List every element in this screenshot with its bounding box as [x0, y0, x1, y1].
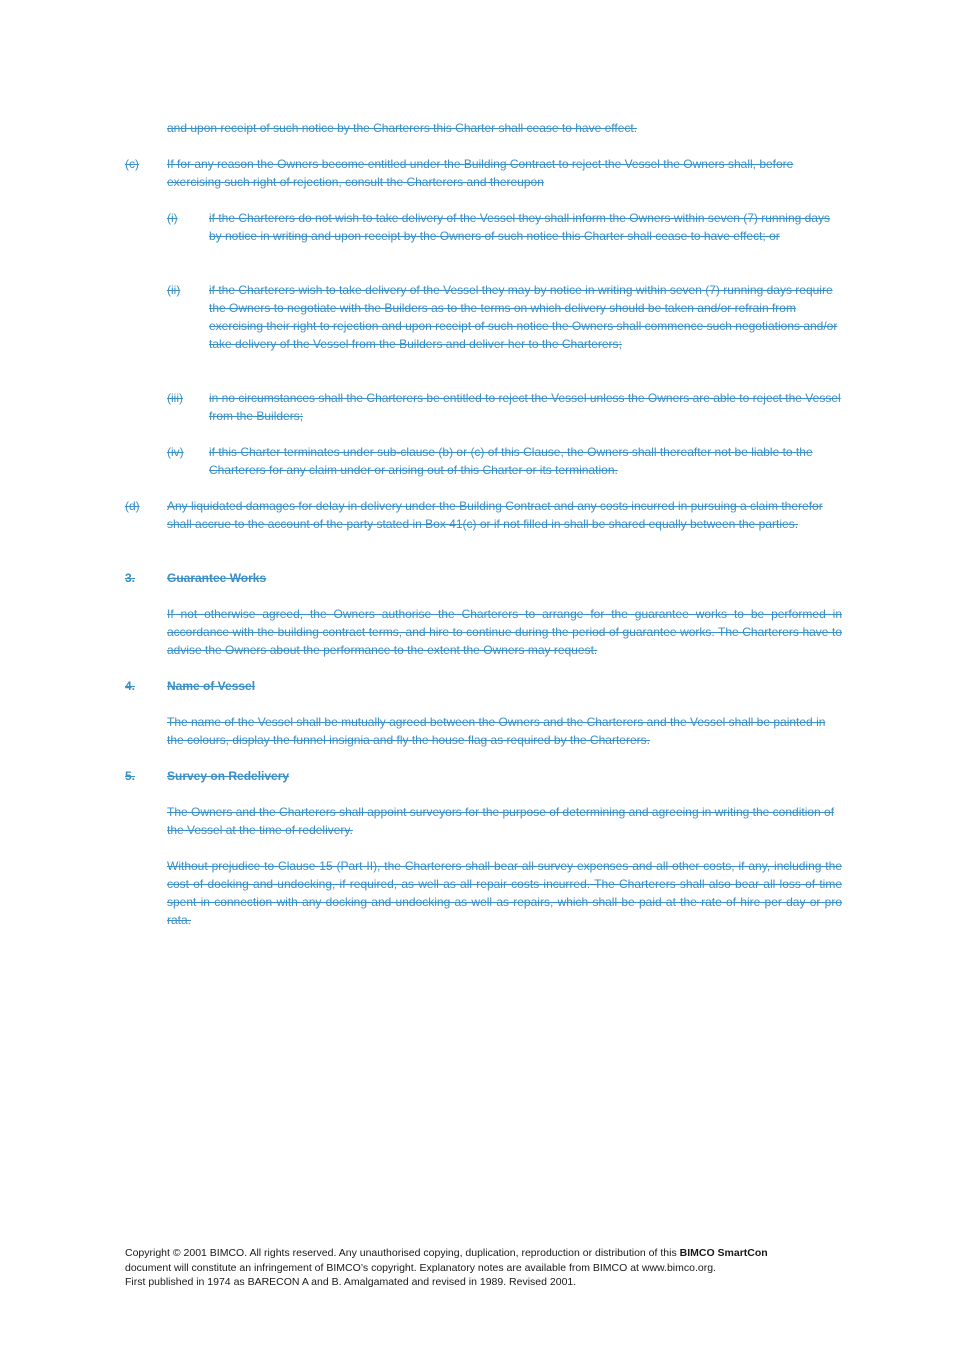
section-3-title: Guarantee Works — [167, 571, 267, 585]
section-3-number: 3. — [125, 571, 136, 585]
clause-c-item-i-label: (i) — [167, 211, 178, 225]
clause-c-label: (c) — [125, 157, 139, 171]
section-3-text: If not otherwise agreed, the Owners authorise the Charterers to arrange for the guarantee works to be performed in accordance with the building contract terms, and hire to continue during the period of guarantee works. The Charterers have to advise the Owners about the performance to the extent the Owners may request. — [167, 607, 842, 657]
copyright-footer — [125, 1246, 865, 1290]
clause-c-item-iii-text: in no circumstances shall the Charterers be entitled to reject the Vessel unless the Owners are able to reject the Vessel from the Builders; — [209, 391, 841, 423]
footer-line-2: document will constitute an infringement of BIMCO’s copyright. Explanatory notes are available from BIMCO at www.bimco.org. — [125, 1261, 716, 1274]
clause-c-item-ii-text: if the Charterers wish to take delivery of the Vessel they may by notice in writing within seven (7) running days require the Owners to negotiate with the Builders as to the terms on which delivery should be taken and/or refrain from exercising their right to rejection and upon receipt of such notice the Owners shall commence such negotiations and/or take delivery of the Vessel from the Builders and deliver her to the Charterers; — [209, 283, 838, 351]
clause-c-item-iv-text: if this Charter terminates under sub-clause (b) or (c) of this Clause, the Owners shall thereafter not be liable to the Charterers for any claim under or arising out of this Charter or its termination. — [209, 445, 813, 477]
footer-line-3: First published in 1974 as BARECON A and B. Amalgamated and revised in 1989. Revised 2001. — [125, 1276, 577, 1288]
clause-d-text: Any liquidated damages for delay in delivery under the Building Contract and any costs incurred in pursuing a claim therefor shall accrue to the account of the party stated in Box 41(c) or if not filled in shall be shared equally between the parties. — [167, 499, 823, 531]
clause-c-item-iv-label: (iv) — [167, 445, 184, 459]
clause-c-item-i-text: if the Charterers do not wish to take delivery of the Vessel they shall inform the Owners within seven (7) running days by notice in writing and upon receipt by the Owners of such notice this Charter shall cease to have effect; or — [209, 211, 830, 243]
section-5-number: 5. — [125, 769, 136, 783]
section-5-title: Survey on Redelivery — [167, 769, 290, 783]
footer-brand: BIMCO SmartCon — [679, 1247, 768, 1259]
clause-c-item-ii-label: (ii) — [167, 283, 181, 297]
section-4-title: Name of Vessel — [167, 679, 256, 693]
section-4-number: 4. — [125, 679, 136, 693]
clause-d-label: (d) — [125, 499, 140, 513]
section-5-text-2: Without prejudice to Clause 15 (Part II), the Charterers shall bear all survey expenses and all other costs, if any, including the cost of docking and undocking, if required, as well as all repair costs incurred. The Charterers shall also bear all loss of time spent in connection with any docking and undocking as well as repairs, which shall be paid at the rate of hire per day or pro rata. — [167, 859, 842, 927]
clause-c-item-iii-label: (iii) — [167, 391, 183, 405]
intro-line: and upon receipt of such notice by the Charterers this Charter shall cease to have effect. — [167, 121, 638, 135]
footer-line-1-text: Copyright © 2001 BIMCO. All rights reserved. Any unauthorised copying, duplication, reproduction or distribution of this — [125, 1247, 680, 1259]
clause-c-text: If for any reason the Owners become entitled under the Building Contract to reject the Vessel the Owners shall, before exercising such right of rejection, consult the Charterers and thereupon — [167, 157, 794, 189]
section-5-text-1: The Owners and the Charterers shall appoint surveyors for the purpose of determining and agreeing in writing the condition of the Vessel at the time of redelivery. — [167, 805, 835, 837]
footer-line-1 — [125, 1246, 865, 1261]
section-4-text: The name of the Vessel shall be mutually agreed between the Owners and the Charterers and the Vessel shall be painted in the colours, display the funnel insignia and fly the house flag as required by the Charterers. — [167, 715, 826, 747]
